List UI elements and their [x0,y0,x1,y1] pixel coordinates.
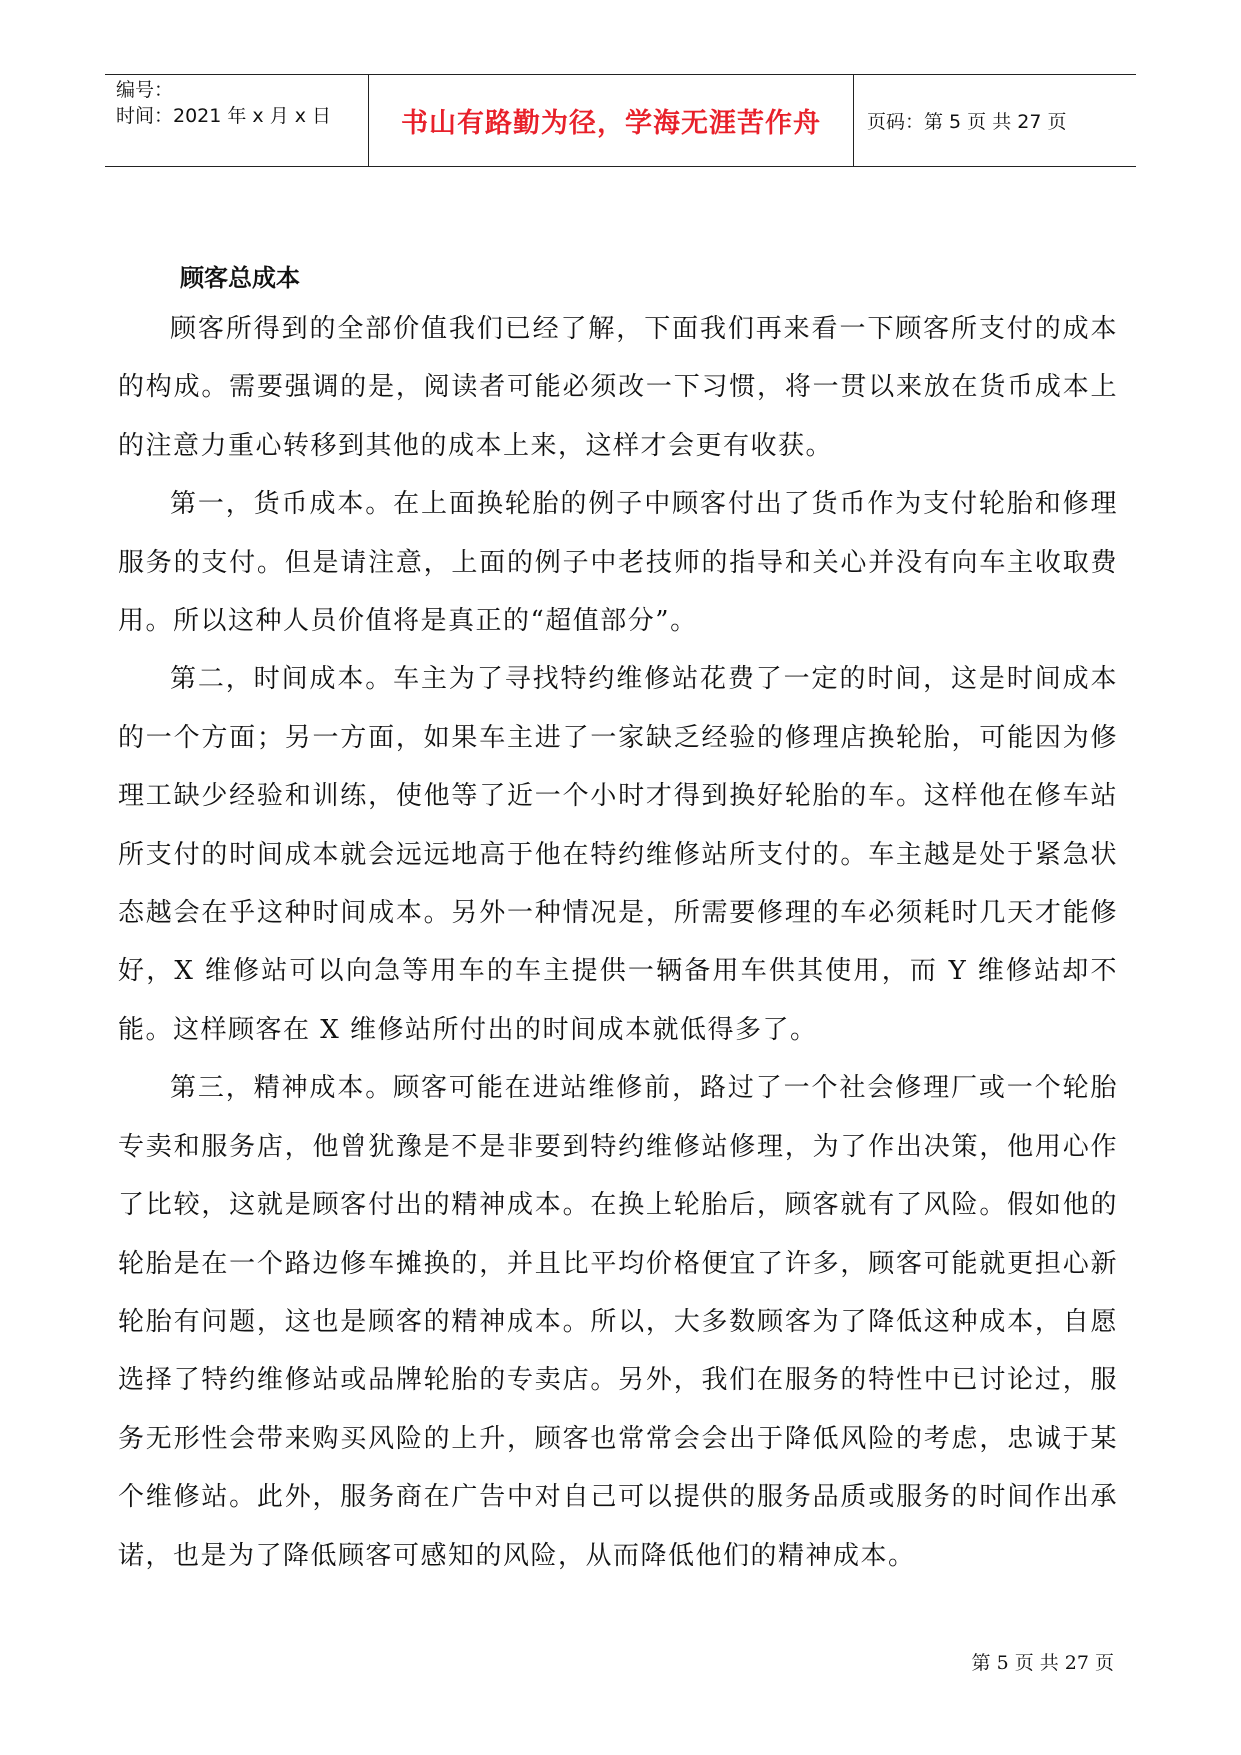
section-title: 顾客总成本 [180,264,300,292]
paragraph: 第一，货币成本。在上面换轮胎的例子中顾客付出了货币作为支付轮胎和修理服务的支付。但是请注意，上面的例子中老技师的指导和关心并没有向车主收取费用。所以这种人员价值将是真正的“超值部分”。 [118,489,1118,637]
header-meta [105,75,369,166]
header-page-info: 页码：第 5 页 共 27 页 [867,111,1067,133]
header-motto: 书山有路勤为径，学海无涯苦作舟 [369,75,854,166]
paragraph: 第三，精神成本。顾客可能在进站维修前，路过了一个社会修理厂或一个轮胎专卖和服务店，他曾犹豫是不是非要到特约维修站修理，为了作出决策，他用心作了比较，这就是顾客付出的精神成本。在换上轮胎后，顾客就有了风险。假如他的轮胎是在一个路边修车摊换的，并且比平均价格便宜了许多，顾客可能就更担心新轮胎有问题，这也是顾客的精神成本。所以，大多数顾客为了降低这种成本，自愿选择了特约维修站或品牌轮胎的专卖店。另外，我们在服务的特性中已讨论过，服务无形性会带来购买风险的上升，顾客也常常会会出于降低风险的考虑，忠诚于某个维修站。此外，服务商在广告中对自己可以提供的服务品质或服务的时间作出承诺，也是为了降低顾客可感知的风险，从而降低他们的精神成本。 [118,1073,1118,1571]
paragraph: 顾客所得到的全部价值我们已经了解，下面我们再来看一下顾客所支付的成本的构成。需要强调的是，阅读者可能必须改一下习惯，将一贯以来放在货币成本上的注意力重心转移到其他的成本上来，这样才会更有收获。 [118,314,1118,461]
document-number-label: 编号： [116,79,174,101]
document-body [118,300,1118,1585]
page-footer: 第 5 页 共 27 页 [971,1652,1114,1674]
document-date: 时间：2021 年 x 月 x 日 [116,105,332,127]
paragraph: 第二，时间成本。车主为了寻找特约维修站花费了一定的时间，这是时间成本的一个方面；另一方面，如果车主进了一家缺乏经验的修理店换轮胎，可能因为修理工缺少经验和训练，使他等了近一个小时才得到换好轮胎的车。这样他在修车站所支付的时间成本就会远远地高于他在特约维修站所支付的。车主越是处于紧急状态越会在乎这种时间成本。另外一种情况是，所需要修理的车必须耗时几天才能修好，X 维修站可以向急等用车的车主提供一辆备用车供其使用，而 Y 维修站却不能。这样顾客在 X 维修站所付出的时间成本就低得多了。 [118,664,1119,1045]
page-header [105,74,1136,167]
